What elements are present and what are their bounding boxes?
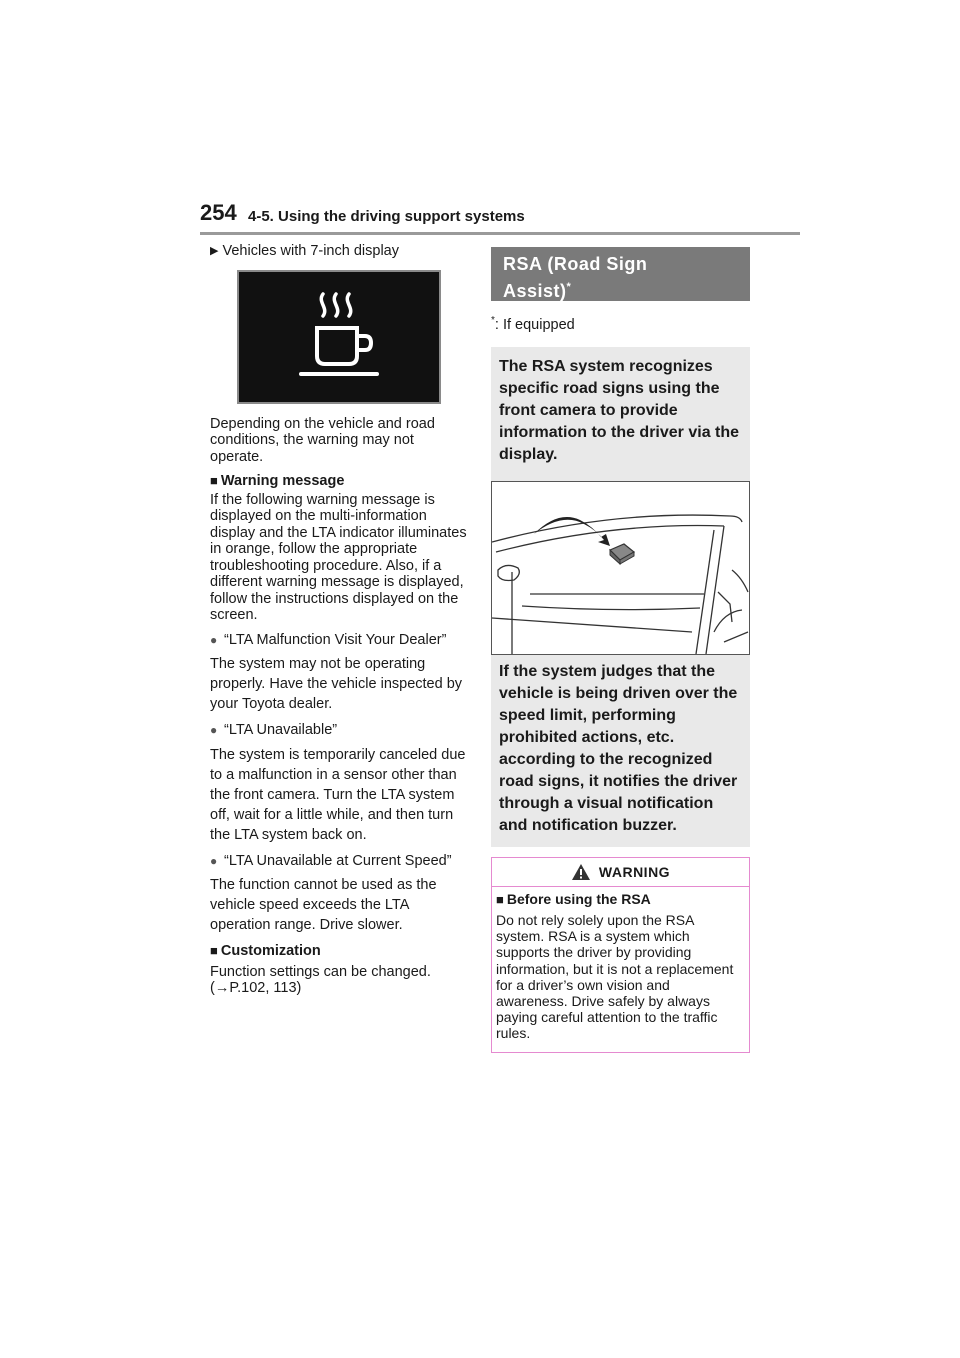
- paragraph: The system may not be operating properly. Have the vehicle inspected by your Toyota dealer.: [210, 656, 463, 712]
- right-column: [491, 247, 750, 1053]
- paragraph: Depending on the vehicle and road conditions, the warning may not operate.: [210, 415, 435, 465]
- warning-text: Do not rely solely upon the RSA system. RSA is a system which supports the driver by providing information, but it is not a replacement for a driver’s own vision and awareness. Drive safely by always paying careful attention to the traffic rules.: [496, 912, 734, 1042]
- paragraph: If the following warning message is displayed on the multi-information display and the LTA indicator illuminates in orange, follow the appropriate troubleshooting procedure. Also, if a different warning message is displayed, follow the instructions displayed on the screen.: [210, 491, 467, 623]
- warning-message-heading: ■ Warning message: [210, 473, 345, 489]
- customization-heading: ■ Customization: [210, 943, 321, 959]
- paragraph: The function cannot be used as the vehicle speed exceeds the LTA operation range. Drive slower.: [210, 877, 437, 933]
- intro-text: The RSA system recognizes specific road signs using the front camera to provide information to the driver via the display.: [499, 357, 740, 463]
- circle-bullet-icon: ●: [210, 723, 218, 737]
- coffee-cup-icon: [239, 272, 439, 402]
- list-item: ● “LTA Malfunction Visit Your Dealer”: [210, 631, 447, 648]
- triangle-bullet-icon: ▶: [210, 245, 219, 257]
- paragraph: The system is temporarily canceled due to a malfunction in a sensor other than the front camera. Turn the LTA system off, wait for a little while, and then turn the LTA system back on.: [210, 746, 466, 843]
- square-bullet-icon: ■: [496, 891, 504, 907]
- left-column: [210, 243, 468, 997]
- warning-body: [492, 887, 749, 1052]
- warning-subheading: ■ Before using the RSA: [496, 890, 651, 907]
- square-bullet-icon: ■: [210, 943, 218, 958]
- section-heading: RSA (Road Sign Assist)*: [491, 247, 750, 301]
- page-number: 254: [200, 200, 237, 225]
- display-subtitle: ▶ Vehicles with 7-inch display: [210, 243, 399, 259]
- list-item: ● “LTA Unavailable”: [210, 722, 338, 738]
- header-rule: [200, 232, 800, 235]
- display-illustration: [237, 270, 441, 404]
- circle-bullet-icon: ●: [210, 632, 218, 647]
- square-bullet-icon: ■: [210, 473, 218, 488]
- circle-bullet-icon: ●: [210, 853, 218, 868]
- footnote: *: If equipped: [491, 315, 575, 333]
- section-title: 4-5. Using the driving support systems: [248, 208, 525, 225]
- page-reference: (→P.102, 113): [210, 980, 302, 996]
- windshield-camera-illustration: [491, 481, 750, 655]
- info-box: [491, 347, 750, 847]
- list-item: ● “LTA Unavailable at Current Speed”: [210, 852, 452, 869]
- windshield-camera-icon: [492, 482, 749, 654]
- warning-triangle-icon: [571, 863, 591, 881]
- warning-box: [491, 857, 750, 1053]
- warning-header: WARNING: [492, 858, 749, 887]
- paragraph: Function settings can be changed.: [210, 963, 431, 980]
- description-text: If the system judges that the vehicle is being driven over the speed limit, performing prohibited actions, etc. according to the recognized road signs, it notifies the driver through a visual notification and notification buzzer.: [499, 662, 738, 834]
